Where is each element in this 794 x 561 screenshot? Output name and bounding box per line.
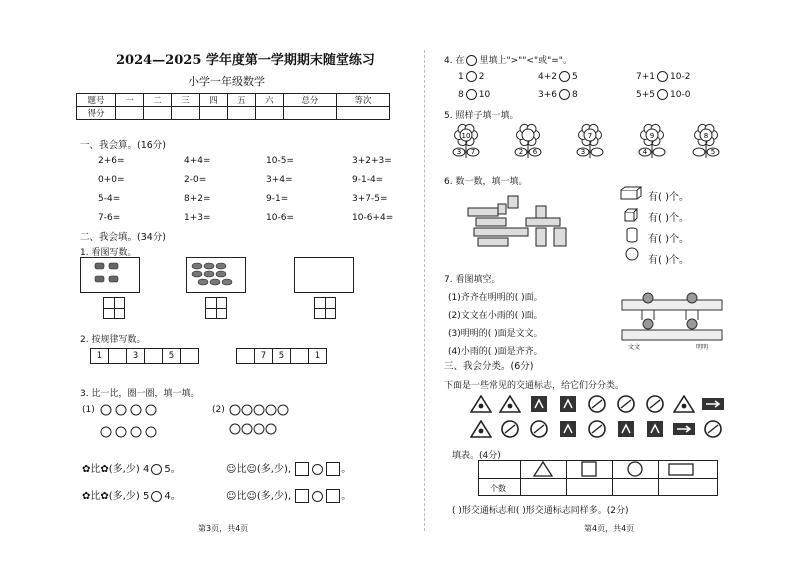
traffic-sign-icon <box>528 420 550 438</box>
traffic-sign-icon <box>528 395 550 413</box>
compare-circle[interactable] <box>559 71 570 82</box>
smiley-icon: ☺ <box>246 491 257 502</box>
flower-center-number: 8 <box>703 132 709 140</box>
seq-cell: 5 <box>163 349 181 363</box>
q7-line[interactable]: (3)明明的( )面是文文。 <box>448 329 543 339</box>
traffic-sign-icon <box>470 395 492 413</box>
traffic-sign-icon <box>673 395 695 413</box>
traffic-sign-icon <box>702 420 724 438</box>
traffic-sign-icon <box>615 420 637 438</box>
calc-item: 9-1= <box>266 194 289 204</box>
sphere-icon <box>625 247 639 261</box>
flower-center-number: 9 <box>649 132 655 140</box>
score-cell: 总分 <box>283 94 336 107</box>
calc-item: 10-6+4= <box>352 213 394 223</box>
compare-circle[interactable] <box>466 71 477 82</box>
compare-circle[interactable] <box>466 89 477 100</box>
calc-item: 0+0= <box>98 175 125 185</box>
smiley-icon: ☺ <box>246 464 257 475</box>
flower-icon <box>638 122 680 160</box>
traffic-sign-icon <box>644 395 666 413</box>
count-cube[interactable]: 有( )个。 <box>648 213 689 224</box>
flower-icon <box>514 122 556 160</box>
traffic-sign-icon <box>557 395 579 413</box>
q7-line[interactable]: (1)齐齐在明明的( )面。 <box>448 293 543 303</box>
score-cell: 题号 <box>77 94 116 107</box>
flower-left-leaf-number: 3 <box>580 148 586 156</box>
traffic-sign-icon <box>557 420 579 438</box>
answer-grid-1[interactable] <box>103 297 125 319</box>
classroom-illustration <box>620 292 724 354</box>
answer-grid-2[interactable] <box>205 297 227 319</box>
fill-table-label: 填表。(4分) <box>452 451 501 461</box>
section-2-heading: 二、我会填。(34分) <box>80 232 167 243</box>
compare-item: 4+2 5 <box>538 72 578 82</box>
calc-item: 2-0= <box>184 175 207 185</box>
score-input[interactable] <box>199 107 227 120</box>
score-cell: 等次 <box>336 94 389 107</box>
calc-item: 4+4= <box>184 156 211 166</box>
compare-circle[interactable] <box>151 464 162 475</box>
compare-line-3: ☺比☺(多,少), 。 <box>226 464 352 475</box>
picture-box-3 <box>294 257 354 293</box>
flower-icon: ✿ <box>82 491 91 502</box>
rectangle-icon <box>668 461 694 477</box>
cattle-icon <box>81 258 137 290</box>
calc-item: 7-6= <box>98 213 121 223</box>
flower-icon: ✿ <box>82 464 91 475</box>
compare-circle[interactable] <box>151 491 162 502</box>
score-input[interactable] <box>116 107 144 120</box>
q4-heading: 4. 在 里填上">""<"或"="。 <box>444 56 572 66</box>
calc-item: 3+2+3= <box>352 156 392 166</box>
page-divider <box>424 50 425 531</box>
page-title: 2024—2025 学年度第一学期期末随堂练习 <box>116 53 375 68</box>
traffic-sign-icon <box>470 420 492 438</box>
score-input[interactable] <box>171 107 199 120</box>
seq-cell: 5 <box>273 349 291 363</box>
picture-box-1 <box>80 257 140 293</box>
seq-cell[interactable] <box>145 349 163 363</box>
traffic-sign-icon <box>586 420 608 438</box>
traffic-sign-icon <box>615 395 637 413</box>
count-sphere[interactable]: 有( )个。 <box>648 255 689 266</box>
flower-left-leaf-number: 2 <box>518 148 524 156</box>
traffic-sign-icon <box>499 395 521 413</box>
score-cell: 五 <box>227 94 255 107</box>
triangle-icon <box>530 461 556 477</box>
score-cell: 四 <box>199 94 227 107</box>
part-2-label: (2) <box>212 405 225 415</box>
flower-faces-icon <box>96 402 166 444</box>
calc-item: 10-6= <box>266 213 294 223</box>
cube-icon <box>624 208 638 222</box>
flower-icon <box>692 122 734 160</box>
compare-circle[interactable] <box>312 464 323 475</box>
score-input[interactable] <box>336 107 389 120</box>
q1-heading: 1. 看图写数。 <box>80 248 137 258</box>
compare-circle[interactable] <box>657 71 668 82</box>
count-label: 个数 <box>490 484 506 493</box>
sequence-1 <box>90 348 199 364</box>
seq-cell: 7 <box>255 349 273 363</box>
score-cell: 六 <box>255 94 283 107</box>
flower-icon: ✿ <box>100 491 109 502</box>
final-question[interactable]: ( )形交通标志和( )形交通标志同样多。(2分) <box>452 506 629 516</box>
q6-heading: 6. 数一数，填一填。 <box>444 177 528 187</box>
seq-cell: 1 <box>314 351 321 361</box>
traffic-sign-icon <box>586 395 608 413</box>
compare-item: 8 10 <box>458 90 491 100</box>
calc-item: 3+4= <box>266 175 293 185</box>
score-cell: 二 <box>143 94 171 107</box>
q2-heading: 2. 按规律写数。 <box>80 335 146 345</box>
q7-line[interactable]: (2)文文在小雨的( )面。 <box>448 311 543 321</box>
sequence-2 <box>236 348 327 364</box>
count-cylinder[interactable]: 有( )个。 <box>648 234 689 245</box>
score-input[interactable] <box>283 107 336 120</box>
compare-line-1: ✿比✿(多,少) 4 5。 <box>82 464 181 475</box>
score-input[interactable] <box>143 107 171 120</box>
compare-item: 1 2 <box>458 72 485 82</box>
page-footer: 第4页，共4页 <box>584 524 635 533</box>
s3-intro: 下面是一些常见的交通标志，给它们分分类。 <box>444 381 625 391</box>
calc-item: 8+2= <box>184 194 211 204</box>
name-label: 明明 <box>696 344 709 351</box>
calc-item: 9-1-4= <box>352 175 384 185</box>
section-1-heading: 一、我会算。(16分) <box>80 140 167 151</box>
smiley-icon: ☺ <box>226 464 237 475</box>
section-3-heading: 三、我会分类。(6分) <box>444 361 534 372</box>
circle-icon <box>622 461 648 477</box>
compare-circle[interactable] <box>657 89 668 100</box>
compare-item: 7+1 10-2 <box>636 72 691 82</box>
seq-cell[interactable] <box>291 349 309 363</box>
compare-line-2: ✿比✿(多,少) 5 4。 <box>82 491 181 502</box>
name-label: 文文 <box>628 344 641 351</box>
seq-cell[interactable] <box>109 349 127 363</box>
right-page <box>430 0 794 561</box>
traffic-sign-icon <box>499 420 521 438</box>
seq-cell[interactable] <box>181 349 198 363</box>
calc-item: 1+3= <box>184 213 211 223</box>
seq-cell[interactable] <box>237 349 255 363</box>
smiley-icon: ☺ <box>226 491 237 502</box>
answer-box[interactable] <box>295 489 309 503</box>
calc-item: 2+6= <box>98 156 125 166</box>
flower-icon <box>452 122 494 160</box>
compare-circle[interactable] <box>312 491 323 502</box>
flower-right-leaf-number: 7 <box>470 148 476 156</box>
answer-box[interactable] <box>326 489 340 503</box>
count-cuboid[interactable]: 有( )个。 <box>648 192 689 203</box>
compare-line-4: ☺比☺(多,少), 。 <box>226 491 352 502</box>
score-cell: 三 <box>171 94 199 107</box>
traffic-sign-icon <box>673 420 695 438</box>
flower-right-leaf-number: 6 <box>532 148 538 156</box>
page-footer: 第3页，共4页 <box>198 524 249 533</box>
flower-left-leaf-number: 4 <box>642 148 648 156</box>
calc-item: 10-5= <box>266 156 294 166</box>
smiley-faces-icon <box>228 402 298 444</box>
score-table <box>76 93 390 120</box>
compare-item: 3+6 8 <box>538 90 578 100</box>
traffic-sign-icon <box>702 395 724 413</box>
answer-grid-3[interactable] <box>314 297 336 319</box>
score-cell: 得分 <box>77 107 116 120</box>
q5-heading: 5. 照样子填一填。 <box>444 111 519 121</box>
compare-circle[interactable] <box>559 89 570 100</box>
flower-center-number: 7 <box>587 132 593 140</box>
seq-cell: 1 <box>91 349 109 363</box>
score-cell: 一 <box>116 94 144 107</box>
score-input[interactable] <box>255 107 283 120</box>
table-row-divider <box>478 478 718 479</box>
q7-line[interactable]: (4)小雨的( )面是齐齐。 <box>448 347 543 357</box>
flower-center-number: 10 <box>461 132 471 140</box>
part-1-label: (1) <box>82 405 95 415</box>
calc-item: 5-4= <box>98 194 121 204</box>
cuboid-icon <box>620 186 642 200</box>
answer-box[interactable] <box>326 462 340 476</box>
blocks-illustration <box>466 194 576 252</box>
flower-icon: ✿ <box>100 464 109 475</box>
q3-heading: 3. 比一比，圈一圈，填一填。 <box>80 389 200 399</box>
page-subtitle: 小学一年级数学 <box>188 75 265 88</box>
flower-left-leaf-number: 3 <box>456 148 462 156</box>
compare-item: 5+5 10-0 <box>636 90 691 100</box>
picture-box-2 <box>186 257 246 293</box>
flower-icon <box>576 122 618 160</box>
traffic-sign-icon <box>644 420 666 438</box>
score-input[interactable] <box>227 107 255 120</box>
square-icon <box>576 461 602 477</box>
seq-cell: 3 <box>127 349 145 363</box>
circle-icon <box>466 55 477 66</box>
q7-heading: 7. 看图填空。 <box>444 275 501 285</box>
cylinder-icon <box>626 227 638 243</box>
turtle-icon <box>187 258 243 290</box>
answer-box[interactable] <box>295 462 309 476</box>
flower-right-leaf-number: 5 <box>710 148 716 156</box>
calc-item: 3+7-5= <box>352 194 388 204</box>
